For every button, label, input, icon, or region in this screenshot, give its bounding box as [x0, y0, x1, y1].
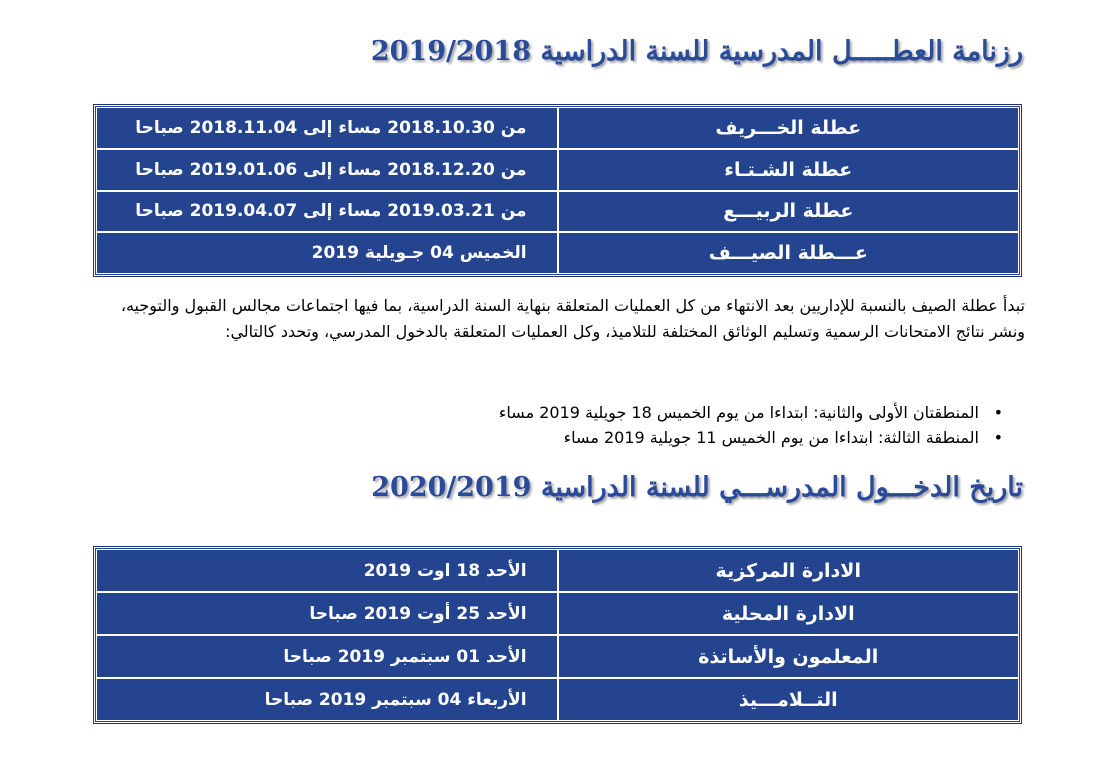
list-item — [499, 425, 1003, 450]
bullet-icon: • — [993, 403, 1003, 422]
entry-date: الأحد 01 سبتمبر 2019 صباحا — [283, 646, 527, 667]
entry-group-label: التــلامـــيذ — [557, 679, 1018, 720]
school-entry-title: تاريخ الدخـــول المدرســـي للسنة الدراسية 2020/2019 — [371, 472, 1023, 503]
holidays-table — [94, 105, 1021, 276]
entry-group-label: الادارة المحلية — [557, 593, 1018, 634]
zone-1-2-text: المنطقتان الأولى والثانية: ابتداءا من يوم الخميس 18 جويلية 2019 مساء — [498, 403, 979, 422]
holidays-row-autumn — [97, 108, 1018, 150]
holiday-dates: من 2018.10.30 مساء إلى 2018.11.04 صباحا — [135, 117, 527, 138]
holiday-dates: من 2018.12.20 مساء إلى 2019.01.06 صباحا — [135, 159, 527, 180]
list-item — [499, 400, 1003, 425]
holiday-label: عطلة الخـــريف — [557, 108, 1018, 148]
zone-3-text: المنطقة الثالثة: ابتداءا من يوم الخميس 11 جويلية 2019 مساء — [563, 428, 979, 447]
school-entry-row-pupils — [97, 679, 1018, 720]
entry-date: الأربعاء 04 سبتمبر 2019 صباحا — [264, 689, 527, 710]
entry-date: الأحد 18 اوت 2019 — [363, 560, 527, 581]
bullet-icon: • — [993, 428, 1003, 447]
entry-date: الأحد 25 أوت 2019 صباحا — [309, 603, 527, 624]
school-entry-row-teachers — [97, 636, 1018, 679]
school-entry-row-central-admin — [97, 550, 1018, 593]
holidays-row-summer — [97, 233, 1018, 273]
summer-zones-list — [499, 400, 1003, 450]
holiday-label: عـــطلة الصيـــف — [557, 233, 1018, 273]
school-entry-row-local-admin — [97, 593, 1018, 636]
holiday-dates: الخميس 04 جـويلية 2019 — [311, 243, 527, 264]
holiday-label: عطلة الشـتـاء — [557, 150, 1018, 190]
holidays-row-winter — [97, 150, 1018, 192]
holiday-dates: من 2019.03.21 مساء إلى 2019.04.07 صباحا — [135, 201, 527, 222]
holiday-label: عطلة الربيـــع — [557, 192, 1018, 232]
entry-group-label: المعلمون والأساتذة — [557, 636, 1018, 677]
holidays-row-spring — [97, 192, 1018, 234]
holidays-title: رزنامة العطـــــل المدرسية للسنة الدراسية 2019/2018 — [370, 36, 1023, 67]
entry-group-label: الادارة المركزية — [557, 550, 1018, 591]
school-entry-table — [94, 547, 1021, 723]
summer-holiday-paragraph: تبدأ عطلة الصيف بالنسبة للإداريين بعد الانتهاء من كل العمليات المتعلقة بنهاية السنة الدراسية، بما فيها اجتماعات مجالس القبول والتوجيه، ونشر نتائج الامتحانات الرسمية وتسليم الوثائق المختلفة للتلاميذ، وكل العمليات المتعلقة بالدخول المدرسي، وتحدد كالتالي: — [120, 296, 1025, 341]
